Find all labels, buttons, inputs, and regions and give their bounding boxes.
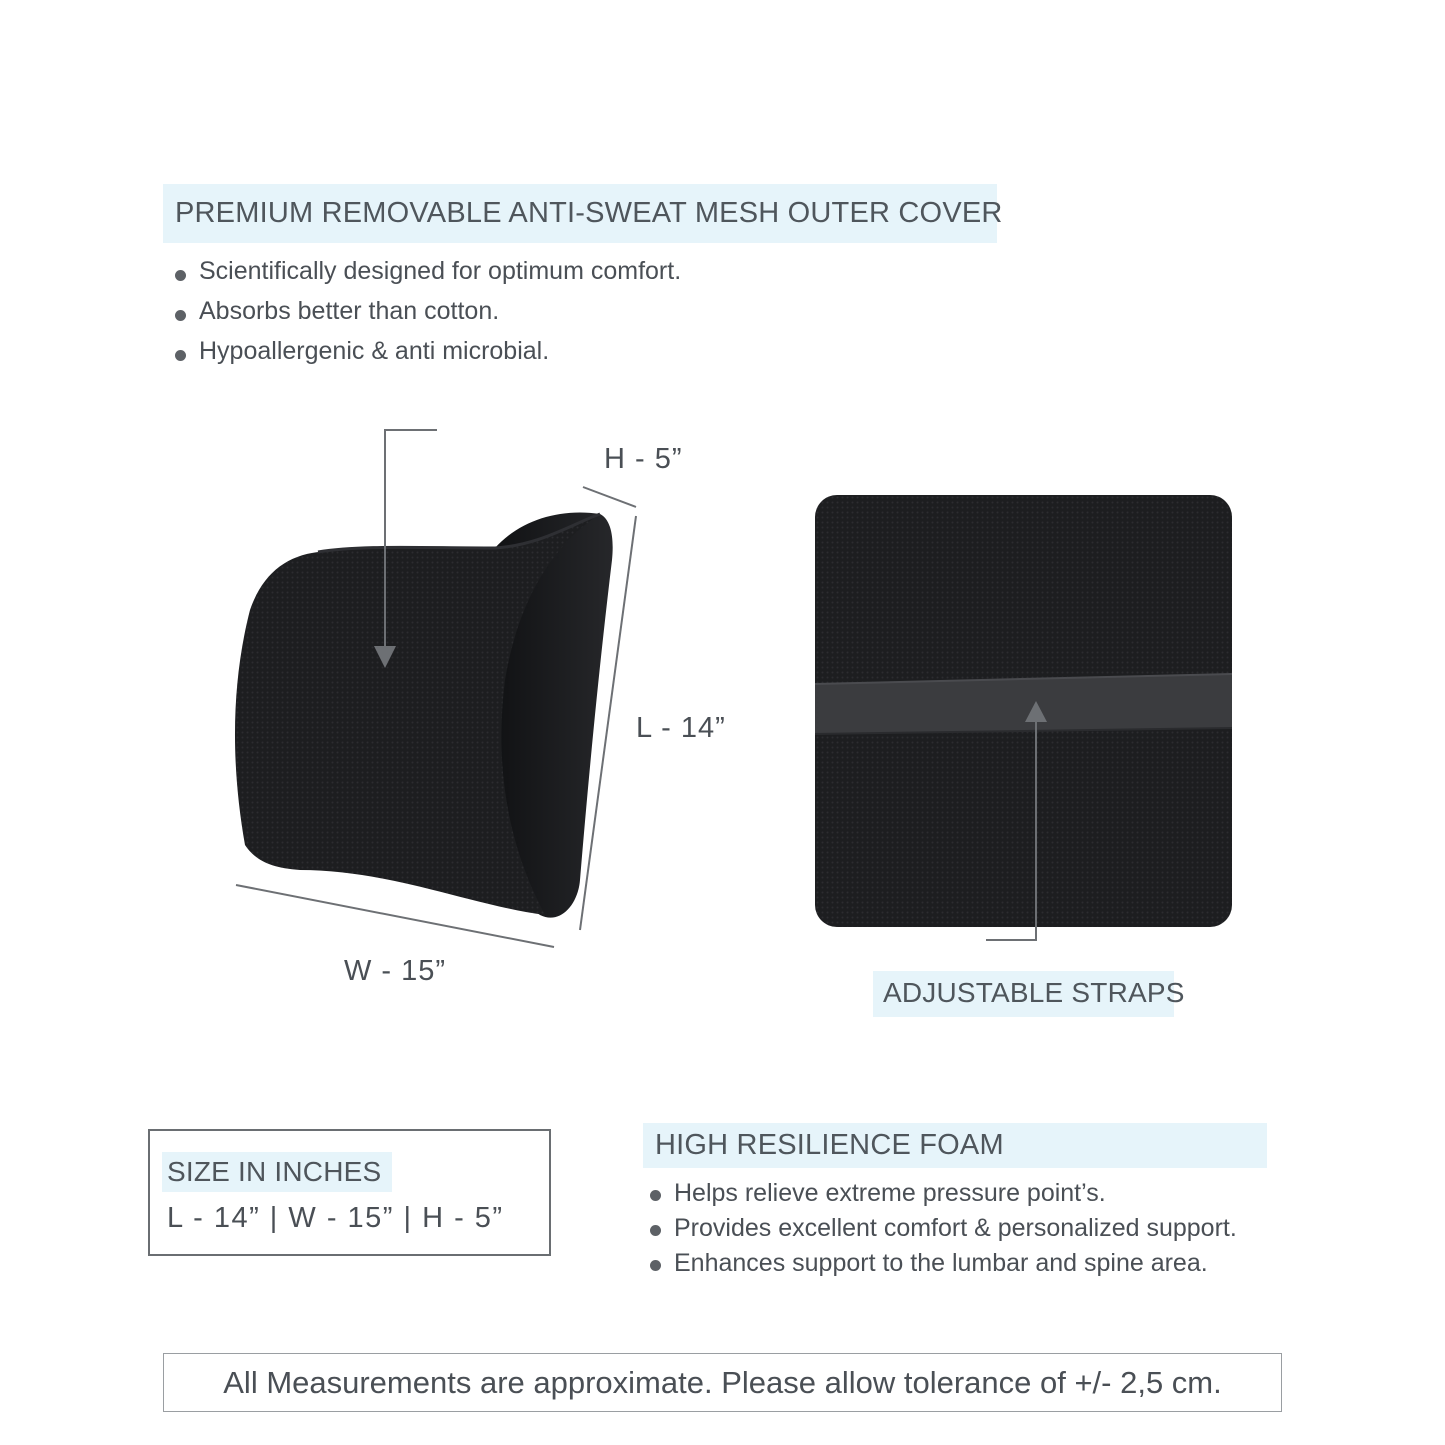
cushion-back-image xyxy=(815,495,1232,927)
list-item: Hypoallergenic & anti microbial. xyxy=(173,335,681,375)
size-box-title: SIZE IN INCHES xyxy=(162,1152,392,1192)
length-label: L - 14” xyxy=(636,712,726,744)
straps-label: ADJUSTABLE STRAPS xyxy=(873,971,1174,1017)
cover-heading: PREMIUM REMOVABLE ANTI-SWEAT MESH OUTER COVER xyxy=(163,184,997,243)
measurement-note: All Measurements are approximate. Please allow tolerance of +/- 2,5 cm. xyxy=(163,1353,1282,1412)
foam-heading: HIGH RESILIENCE FOAM xyxy=(643,1123,1267,1168)
list-item: Helps relieve extreme pressure point’s. xyxy=(648,1177,1237,1212)
width-label: W - 15” xyxy=(344,955,447,987)
list-item: Scientifically designed for optimum comfort. xyxy=(173,255,681,295)
list-item: Provides excellent comfort & personalized support. xyxy=(648,1212,1237,1247)
list-item: Enhances support to the lumbar and spine area. xyxy=(648,1247,1237,1282)
height-dimension-line xyxy=(583,487,636,507)
lumbar-cushion-image xyxy=(235,512,613,917)
size-box-value: L - 14” | W - 15” | H - 5” xyxy=(167,1202,504,1234)
size-box xyxy=(148,1129,551,1256)
height-label: H - 5” xyxy=(604,443,683,475)
foam-features-list xyxy=(648,1177,1237,1282)
list-item: Absorbs better than cotton. xyxy=(173,295,681,335)
